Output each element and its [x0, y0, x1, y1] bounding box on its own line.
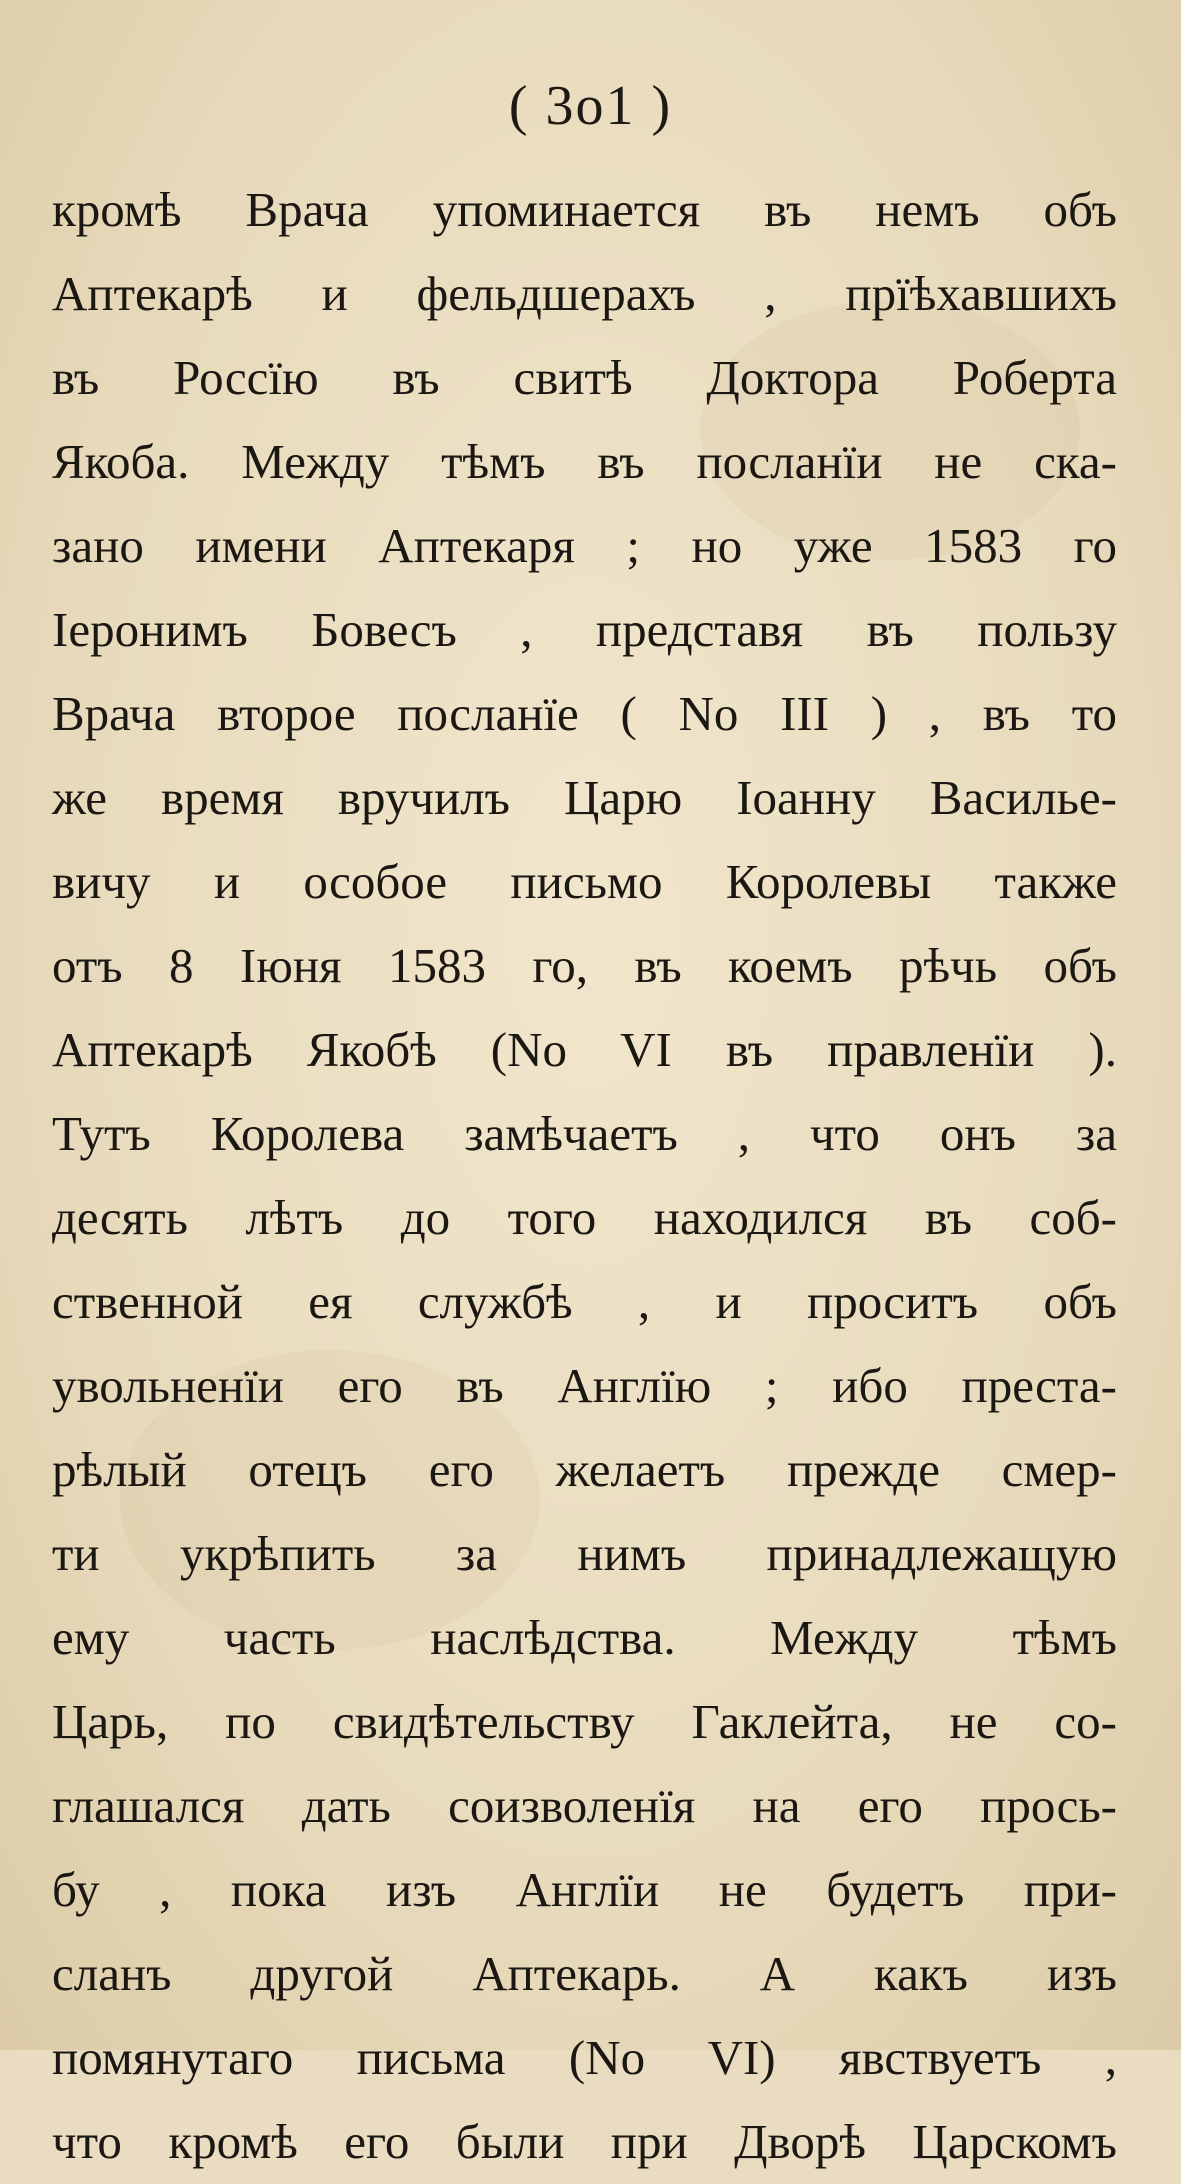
text-line: ти укрѣпить за нимъ принадлежащую	[52, 1526, 1117, 1581]
text-line: ему часть наслѣдства. Между тѣмъ	[52, 1610, 1117, 1665]
text-line: отъ 8 Іюня 1583 го, въ коемъ рѣчь объ	[52, 938, 1117, 993]
text-line: зано имени Аптекаря ; но уже 1583 го	[52, 518, 1117, 573]
text-line: же время вручилъ Царю Іоанну Василье-	[52, 770, 1117, 825]
text-line: Іеронимъ Бовесъ , представя въ пользу	[52, 602, 1117, 657]
text-line: Царь, по свидѣтельству Гаклейта, не со-	[52, 1694, 1117, 1749]
text-line: сланъ другой Аптекарь. А какъ изъ	[52, 1946, 1117, 2001]
text-line: въ Россїю въ свитѣ Доктора Роберта	[52, 350, 1117, 405]
text-line: вичу и особое письмо Королевы также	[52, 854, 1117, 909]
text-line: бу , пока изъ Англїи не будетъ при-	[52, 1862, 1117, 1917]
text-line: что кромѣ его были при Дворѣ Царскомъ	[52, 2114, 1117, 2169]
text-line: ственной ея службѣ , и проситъ объ	[52, 1274, 1117, 1329]
body-text	[52, 168, 1117, 2184]
text-line: глашался дать соизволенїя на его прось-	[52, 1778, 1117, 1833]
text-line: увольненїи его въ Англїю ; ибо преста-	[52, 1358, 1117, 1413]
text-line: Якоба. Между тѣмъ въ посланїи не ска-	[52, 434, 1117, 489]
text-line: помянутаго письма (No VI) явствуетъ ,	[52, 2030, 1117, 2085]
text-line: Врача второе посланїе ( No III ) , въ то	[52, 686, 1117, 741]
text-line: десять лѣтъ до того находился въ соб-	[52, 1190, 1117, 1245]
text-line: Тутъ Королева замѣчаетъ , что онъ за	[52, 1106, 1117, 1161]
page-number: ( 3o1 )	[508, 75, 673, 137]
text-line: рѣлый отецъ его желаетъ прежде смер-	[52, 1442, 1117, 1497]
text-line: кромѣ Врача упоминается въ немъ объ	[52, 182, 1117, 237]
text-line: Аптекарѣ и фельдшерахъ , прїѣхавшихъ	[52, 266, 1117, 321]
text-line: Аптекарѣ Якобѣ (No VI въ правленїи ).	[52, 1022, 1117, 1077]
